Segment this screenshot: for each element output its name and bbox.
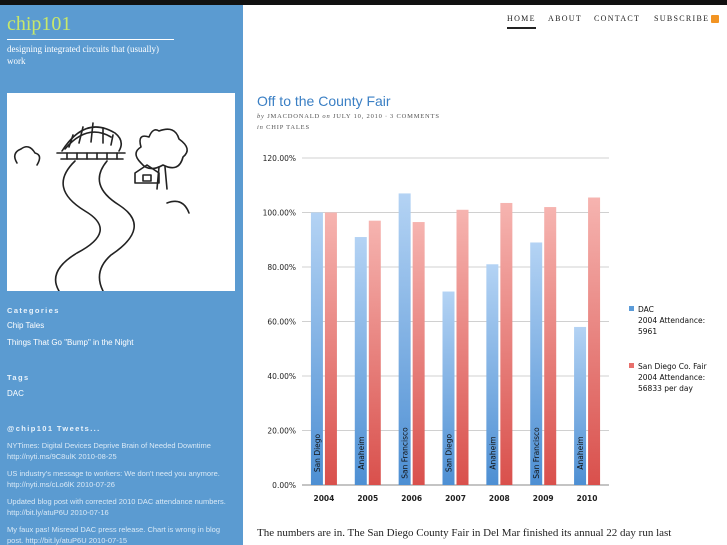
bar-location-label: San Diego <box>444 433 454 473</box>
legend-label: San Diego Co. Fair <box>638 362 707 371</box>
legend-label: 56833 per day <box>638 384 693 393</box>
nav-about[interactable]: ABOUT <box>548 14 583 23</box>
post-body-text: The numbers are in. The San Diego County Fair in Del Mar finished its annual 22 day run last <box>257 527 672 539</box>
y-tick-label: 100.00% <box>262 208 296 218</box>
meta-by: by <box>257 113 265 120</box>
site-title[interactable]: chip101 <box>7 13 72 35</box>
sketch-drawing <box>7 93 235 291</box>
nav-home[interactable]: HOME <box>507 14 536 29</box>
bar-location-label: San Diego <box>312 433 322 473</box>
header-sketch-image <box>7 93 235 291</box>
category-link-bump-in-night[interactable]: Things That Go "Bump" in the Night <box>7 338 134 347</box>
post-date: JULY 10, 2010 <box>332 113 383 120</box>
bar-location-label: Anaheim <box>356 436 366 470</box>
nav-contact[interactable]: CONTACT <box>594 14 641 23</box>
bar-location-label: Anaheim <box>576 436 586 470</box>
bar-fair <box>500 203 512 485</box>
y-tick-label: 20.00% <box>267 426 296 436</box>
site-tagline: designing integrated circuits that (usually) work <box>7 44 159 66</box>
bar-fair <box>325 213 337 486</box>
bar-location-label: San Francisco <box>532 427 542 479</box>
x-tick-label: 2008 <box>488 494 510 503</box>
tags-heading: Tags <box>7 373 30 382</box>
attendance-chart <box>257 144 717 510</box>
nav-subscribe[interactable]: SUBSCRIBE <box>654 14 710 23</box>
title-divider <box>7 39 174 40</box>
categories-heading: Categories <box>7 306 60 315</box>
bar-fair <box>588 198 600 485</box>
x-tick-label: 2009 <box>532 494 554 503</box>
post-meta-line2 <box>257 124 310 131</box>
category-link-chip-tales[interactable]: Chip Tales <box>7 321 45 330</box>
y-tick-label: 80.00% <box>267 263 296 272</box>
legend-label: 5961 <box>638 327 658 336</box>
tweets-heading: @chip101 Tweets... <box>7 424 101 433</box>
meta-on: on <box>322 113 331 120</box>
tweet-item[interactable]: US industry's message to workers: We don't need you anymore. http://nyti.ms/cLo6lK 2010-07-26 <box>7 469 220 489</box>
tweet-item[interactable]: Updated blog post with corrected 2010 DAC attendance numbers. http://bit.ly/atuP6U 2010-07-16 <box>7 497 226 517</box>
post-comments-link[interactable]: 3 COMMENTS <box>390 113 440 120</box>
bar-fair <box>369 221 381 485</box>
post-title[interactable]: Off to the County Fair <box>257 93 391 109</box>
post-meta-line1: by JMACDONALD on JULY 10, 2010 · 3 COMMENTS <box>257 113 440 120</box>
legend-swatch-fair <box>629 363 634 368</box>
legend-label: 2004 Attendance: <box>638 373 706 382</box>
x-tick-label: 2006 <box>401 494 423 503</box>
tweet-item[interactable]: NYTimes: Digital Devices Deprive Brain of Needed Downtime http://nyti.ms/9C8ulK 2010-08-25 <box>7 441 211 461</box>
bar-fair <box>457 210 469 485</box>
meta-in: in <box>257 124 264 131</box>
y-tick-label: 0.00% <box>272 481 296 490</box>
bar-fair <box>413 222 425 485</box>
tag-link-dac[interactable]: DAC <box>7 389 24 398</box>
legend-label: DAC <box>638 305 654 314</box>
legend-label: 2004 Attendance: <box>638 316 706 325</box>
bar-location-label: San Francisco <box>400 427 410 479</box>
legend-swatch-dac <box>629 306 634 311</box>
bar-location-label: Anaheim <box>488 436 498 470</box>
rss-icon[interactable] <box>711 15 719 23</box>
x-tick-label: 2007 <box>445 494 466 503</box>
y-tick-label: 60.00% <box>267 317 296 327</box>
post-author-link[interactable]: JMACDONALD <box>267 113 320 120</box>
sidebar <box>0 5 243 545</box>
bar-fair <box>544 207 556 485</box>
y-tick-label: 120.00% <box>262 154 296 163</box>
post-category-link[interactable]: CHIP TALES <box>266 124 310 131</box>
x-tick-label: 2010 <box>576 494 598 503</box>
x-tick-label: 2004 <box>313 494 335 503</box>
y-tick-label: 40.00% <box>267 372 296 381</box>
tweet-item[interactable]: My faux pas! Misread DAC press release. Chart is wrong in blog post. http://bit.ly/atuP6U 2010-07-15 <box>7 525 221 545</box>
x-tick-label: 2005 <box>357 494 379 503</box>
